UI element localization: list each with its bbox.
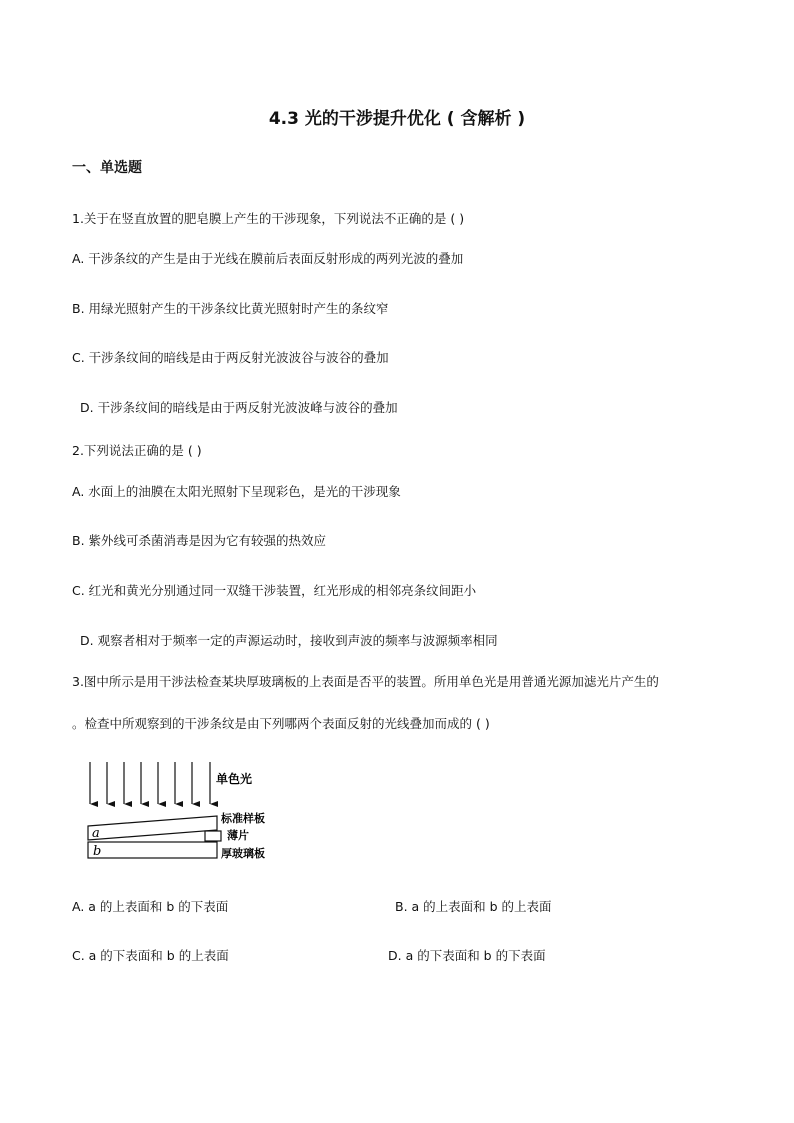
q3-stem-line2: 。检查中所观察到的干涉条纹是由下列哪两个表面反射的光线叠加而成的 ( ): [72, 716, 490, 731]
section-heading: 一、单选题: [72, 160, 142, 176]
q2-option-c: C. 红光和黄光分别通过同一双缝干涉装置，红光形成的相邻亮条纹间距小: [72, 583, 477, 598]
plate-a-label: a: [92, 826, 100, 841]
sheet-label: 薄片: [227, 829, 249, 842]
q1-option-b: B. 用绿光照射产生的干涉条纹比黄光照射时产生的条纹窄: [72, 301, 389, 316]
q3-option-a: A. a 的上表面和 b 的下表面: [72, 899, 229, 914]
q3-option-c: C. a 的下表面和 b 的上表面: [72, 948, 229, 963]
q1-option-a: A. 干涉条纹的产生是由于光线在膜前后表面反射形成的两列光波的叠加: [72, 251, 464, 266]
q2-option-a: A. 水面上的油膜在太阳光照射下呈现彩色，是光的干涉现象: [72, 484, 401, 499]
thin-sheet: [205, 831, 221, 841]
q1-option-d: D. 干涉条纹间的暗线是由于两反射光波波峰与波谷的叠加: [80, 400, 398, 415]
q1-option-c: C. 干涉条纹间的暗线是由于两反射光波波谷与波谷的叠加: [72, 350, 389, 365]
q3-stem-line1: 3.图中所示是用干涉法检查某块厚玻璃板的上表面是否平的装置。所用单色光是用普通光源加滤光片产生的: [72, 674, 659, 689]
glass-label: 厚玻璃板: [221, 847, 265, 860]
q3-option-d: D. a 的下表面和 b 的下表面: [388, 948, 546, 963]
standard-plate-a: [88, 816, 217, 840]
q1-stem: 1.关于在竖直放置的肥皂膜上产生的干涉现象，下列说法不正确的是 ( ): [72, 211, 465, 226]
glass-plate-b: [88, 842, 217, 858]
q3-option-b: B. a 的上表面和 b 的上表面: [395, 899, 552, 914]
page-title: 4.3 光的干涉提升优化 ( 含解析 ): [268, 109, 526, 129]
q2-stem: 2.下列说法正确的是 ( ): [72, 443, 202, 458]
q2-option-d: D. 观察者相对于频率一定的声源运动时，接收到声波的频率与波源频率相同: [80, 633, 498, 648]
sample-label: 标准样板: [221, 812, 265, 825]
light-label: 单色光: [216, 772, 253, 786]
light-arrows: [90, 762, 210, 804]
plate-b-label: b: [93, 844, 102, 859]
interference-apparatus-figure: [80, 756, 290, 866]
q2-option-b: B. 紫外线可杀菌消毒是因为它有较强的热效应: [72, 533, 327, 548]
